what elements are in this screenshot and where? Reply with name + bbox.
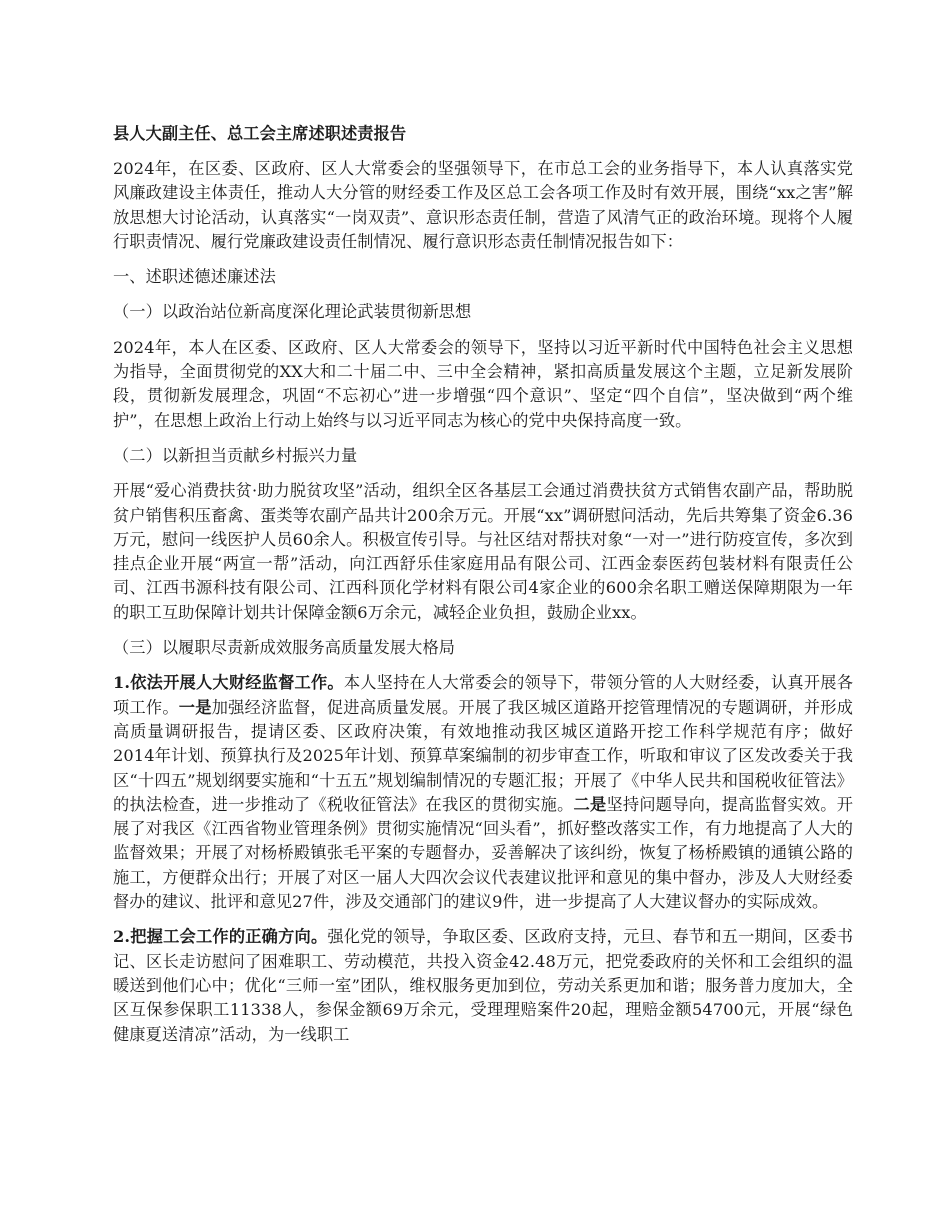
item2-text: 强化党的领导，争取区委、区政府支持，元旦、春节和五一期间，区委书记、区长走访慰问了困难职工、劳动模范，共投入资金42.48万元，把党委政府的关怀和工会组织的温暖送到他们心中；优化“三师一室”团队，维权服务更加到位，劳动关系更加和谐；服务普力度加大，全区互保参保职工11338人，参保金额69万余元，受理理赔案件20起，理赔金额54700元，开展“绿色健康夏送清凉”活动，为一线职工: [113, 927, 853, 1044]
item2-paragraph: [113, 925, 853, 1046]
intro-paragraph: 2024年，在区委、区政府、区人大常委会的坚强领导下，在市总工会的业务指导下，本人认真落实党风廉政建设主体责任，推动人大分管的财经委工作及区总工会各项工作及时有效开展，围绕“xx之害”解放思想大讨论活动，认真落实“一岗双责”、意识形态责任制，营造了风清气正的政治环境。现将个人履行职责情况、履行党廉政建设责任制情况、履行意识形态责任制情况报告如下：: [113, 159, 853, 251]
subsection2-paragraph: 开展“爱心消费扶贫·助力脱贫攻坚”活动，组织全区各基层工会通过消费扶贫方式销售农副产品，帮助脱贫户销售积压畜禽、蛋类等农副产品共计200余万元。开展“xx”调研慰问活动，先后共筹集了资金6.36万元，慰问一线医护人员60余人。积极宣传引导。与社区结对帮扶对象“一对一”进行防疫宣传，多次到挂点企业开展“两宣一帮”活动，向江西舒乐佳家庭用品有限公司、江西金泰医药包装材料有限责任公司、江西书源科技有限公司、江西科顶化学材料有限公司4家企业的600余名职工赠送保障期限为一年的职工互助保障计划共计保障金额6万余元，减轻企业负担，鼓励企业xx。: [113, 481, 853, 622]
item2-lead: 2.把握工会工作的正确方向。: [113, 927, 328, 947]
item1-second-marker: 二是: [573, 794, 607, 814]
item1-first-marker: 一是: [178, 697, 212, 717]
section1-heading: 一、述职述德述廉述法: [113, 267, 276, 287]
subsection1-paragraph: 2024年，本人在区委、区政府、区人大常委会的领导下，坚持以习近平新时代中国特色社会主义思想为指导，全面贯彻党的XX大和二十届二中、三中全会精神，紧扣高质量发展这个主题，立足新发展阶段，贯彻新发展理念，巩固“不忘初心”进一步增强“四个意识”、坚定“四个自信”，坚决做到“两个维护”，在思想上政治上行动上始终与以习近平同志为核心的党中央保持高度一致。: [113, 337, 853, 430]
item1-text-c: 坚持问题导向，提高监督实效。开展了对我区《江西省物业管理条例》贯彻实施情况“回头看”，抓好整改落实工作，有力地提高了人大的监督效果；开展了对杨桥殿镇张毛平案的专题督办，妥善解决了该纠纷，恢复了杨桥殿镇的通镇公路的施工，方便群众出行；开展了对区一届人大四次会议代表建议批评和意见的集中督办，涉及人大财经委督办的建议、批评和意见27件，涉及交通部门的建议9件，进一步提高了人大建议督办的实际成效。: [113, 794, 854, 912]
item1-lead: 1.依法开展人大财经监督工作。: [113, 673, 344, 693]
item1-text-b: 加强经济监督，促进高质量发展。开展了我区城区道路开挖管理情况的专题调研，并形成高质量调研报告，提请区委、区政府决策，有效地推动我区城区道路开挖工作科学规范有序；做好2014年计划、预算执行及2025年计划、预算草案编制的初步审查工作，听取和审议了区发改委关于我区“十四五”规划纲要实施和“十五五”规划编制情况的专题汇报；开展了《中华人民共和国税收征管法》的执法检查，进一步推动了《税收征管法》在我区的贯彻实施。: [113, 697, 853, 814]
item1-paragraph: [113, 671, 853, 914]
document-title: 县人大副主任、总工会主席述职述责报告: [113, 124, 407, 143]
subsection2-heading: （二）以新担当贡献乡村振兴力量: [113, 445, 358, 465]
item1-text-a: 本人坚持在人大常委会的领导下，带领分管的人大财经委，认真开展各项工作。: [113, 673, 853, 717]
subsection3-heading: （三）以履职尽责新成效服务高质量发展大格局: [113, 638, 456, 658]
document-page: [113, 122, 853, 1058]
subsection1-heading: （一）以政治站位新高度深化理论武装贯彻新思想: [113, 302, 472, 322]
